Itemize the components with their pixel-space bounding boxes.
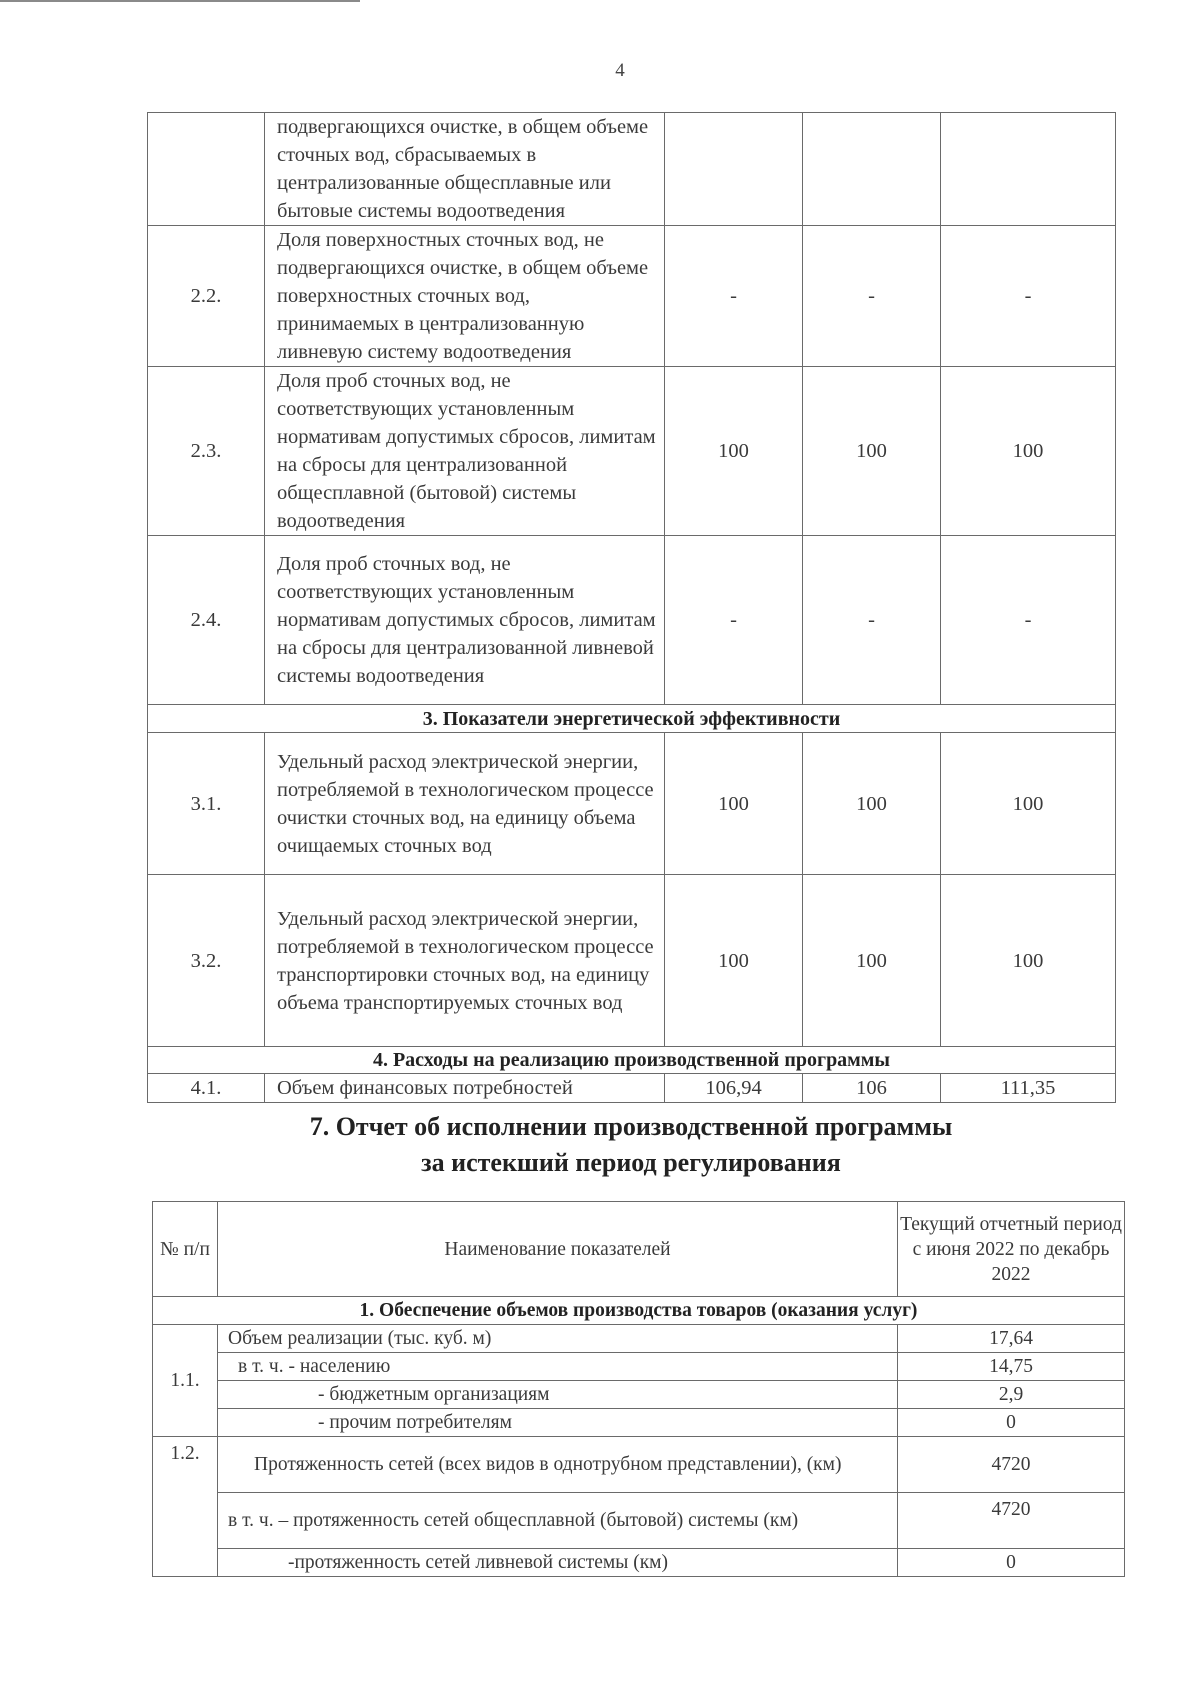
indicator-name: Доля проб сточных вод, не соответствующих установленным нормативам допустимых сбросов, лимитам на сбросы для централизованной общесплавной (бытовой) системы водоотведения (265, 367, 665, 536)
value-cell: 100 (941, 875, 1116, 1047)
top-rule (0, 0, 360, 2)
value-cell: - (803, 536, 941, 705)
value-cell: 100 (803, 367, 941, 536)
value-cell: 4720 (898, 1437, 1125, 1493)
column-header-name: Наименование показателей (218, 1202, 898, 1297)
column-header-period: Текущий отчетный период с июня 2022 по декабрь 2022 (898, 1202, 1125, 1297)
value-cell: - (803, 226, 941, 367)
indicator-name: Удельный расход электрической энергии, потребляемой в технологическом процессе очистки сточных вод, на единицу объема очищаемых сточных вод (265, 733, 665, 875)
indicator-name: - прочим потребителям (218, 1409, 898, 1437)
section-row (148, 705, 1116, 733)
report-table (152, 1201, 1125, 1577)
value-cell: 106 (803, 1074, 941, 1103)
value-cell: 17,64 (898, 1325, 1125, 1353)
column-header-number: № п/п (153, 1202, 218, 1297)
value-cell: 100 (665, 733, 803, 875)
report-heading-line-2: за истекший период регулирования (421, 1148, 841, 1177)
value-cell (665, 113, 803, 226)
value-cell (803, 113, 941, 226)
indicator-name: в т. ч. - населению (218, 1353, 898, 1381)
value-cell: 4720 (898, 1493, 1125, 1549)
value-cell: 0 (898, 1549, 1125, 1577)
indicator-name: подвергающихся очистке, в общем объеме сточных вод, сбрасываемых в централизованные общесплавные или бытовые системы водоотведения (265, 113, 665, 226)
table-row (148, 733, 1116, 875)
table-row (148, 1074, 1116, 1103)
indicator-name: Объем реализации (тыс. куб. м) (218, 1325, 898, 1353)
table-row (148, 536, 1116, 705)
indicator-name: Протяженность сетей (всех видов в однотрубном представлении), (км) (218, 1437, 898, 1493)
indicators-table (147, 112, 1116, 1103)
table-row (153, 1353, 1125, 1381)
section-title: 4. Расходы на реализацию производственной программы (148, 1047, 1116, 1074)
row-number: 1.1. (153, 1325, 218, 1437)
value-cell: - (941, 536, 1116, 705)
table-row (153, 1381, 1125, 1409)
value-cell: - (941, 226, 1116, 367)
value-cell: 2,9 (898, 1381, 1125, 1409)
value-cell: 100 (665, 875, 803, 1047)
report-heading-line-1: 7. Отчет об исполнении производственной программы (309, 1112, 953, 1141)
value-cell: - (665, 536, 803, 705)
table-row (153, 1549, 1125, 1577)
value-cell: 100 (941, 367, 1116, 536)
section-row (148, 1047, 1116, 1074)
value-cell: 100 (665, 367, 803, 536)
table-row (148, 367, 1116, 536)
row-number: 3.1. (148, 733, 265, 875)
value-cell: 106,94 (665, 1074, 803, 1103)
value-cell: 100 (803, 875, 941, 1047)
indicator-name: Доля проб сточных вод, не соответствующих установленным нормативам допустимых сбросов, лимитам на сбросы для централизованной ливневой системы водоотведения (265, 536, 665, 705)
table-row (148, 226, 1116, 367)
row-number: 2.4. (148, 536, 265, 705)
page-number: 4 (615, 60, 625, 81)
row-number: 3.2. (148, 875, 265, 1047)
indicator-name: Удельный расход электрической энергии, потребляемой в технологическом процессе транспортировки сточных вод, на единицу объема транспортируемых сточных вод (265, 875, 665, 1047)
section-title: 3. Показатели энергетической эффективности (148, 705, 1116, 733)
section-title: 1. Обеспечение объемов производства товаров (оказания услуг) (153, 1297, 1125, 1325)
indicator-name: Доля поверхностных сточных вод, не подвергающихся очистке, в общем объеме поверхностных сточных вод, принимаемых в централизованную ливневую систему водоотведения (265, 226, 665, 367)
table-row (153, 1325, 1125, 1353)
value-cell: 0 (898, 1409, 1125, 1437)
table-row (148, 113, 1116, 226)
section-row (153, 1297, 1125, 1325)
header-row (153, 1202, 1125, 1297)
value-cell: 111,35 (941, 1074, 1116, 1103)
row-number: 2.2. (148, 226, 265, 367)
value-cell: 100 (941, 733, 1116, 875)
row-number: 1.2. (153, 1437, 218, 1577)
indicator-name: - бюджетным организациям (218, 1381, 898, 1409)
indicator-name: в т. ч. – протяженность сетей общесплавной (бытовой) системы (км) (218, 1493, 898, 1549)
table-row (153, 1409, 1125, 1437)
value-cell: 14,75 (898, 1353, 1125, 1381)
table-row (153, 1493, 1125, 1549)
row-number: 2.3. (148, 367, 265, 536)
value-cell: 100 (803, 733, 941, 875)
table-row (153, 1437, 1125, 1493)
indicator-name: -протяженность сетей ливневой системы (км) (218, 1549, 898, 1577)
value-cell (941, 113, 1116, 226)
row-number (148, 113, 265, 226)
row-number: 4.1. (148, 1074, 265, 1103)
table-row (148, 875, 1116, 1047)
indicator-name: Объем финансовых потребностей (265, 1074, 665, 1103)
value-cell: - (665, 226, 803, 367)
